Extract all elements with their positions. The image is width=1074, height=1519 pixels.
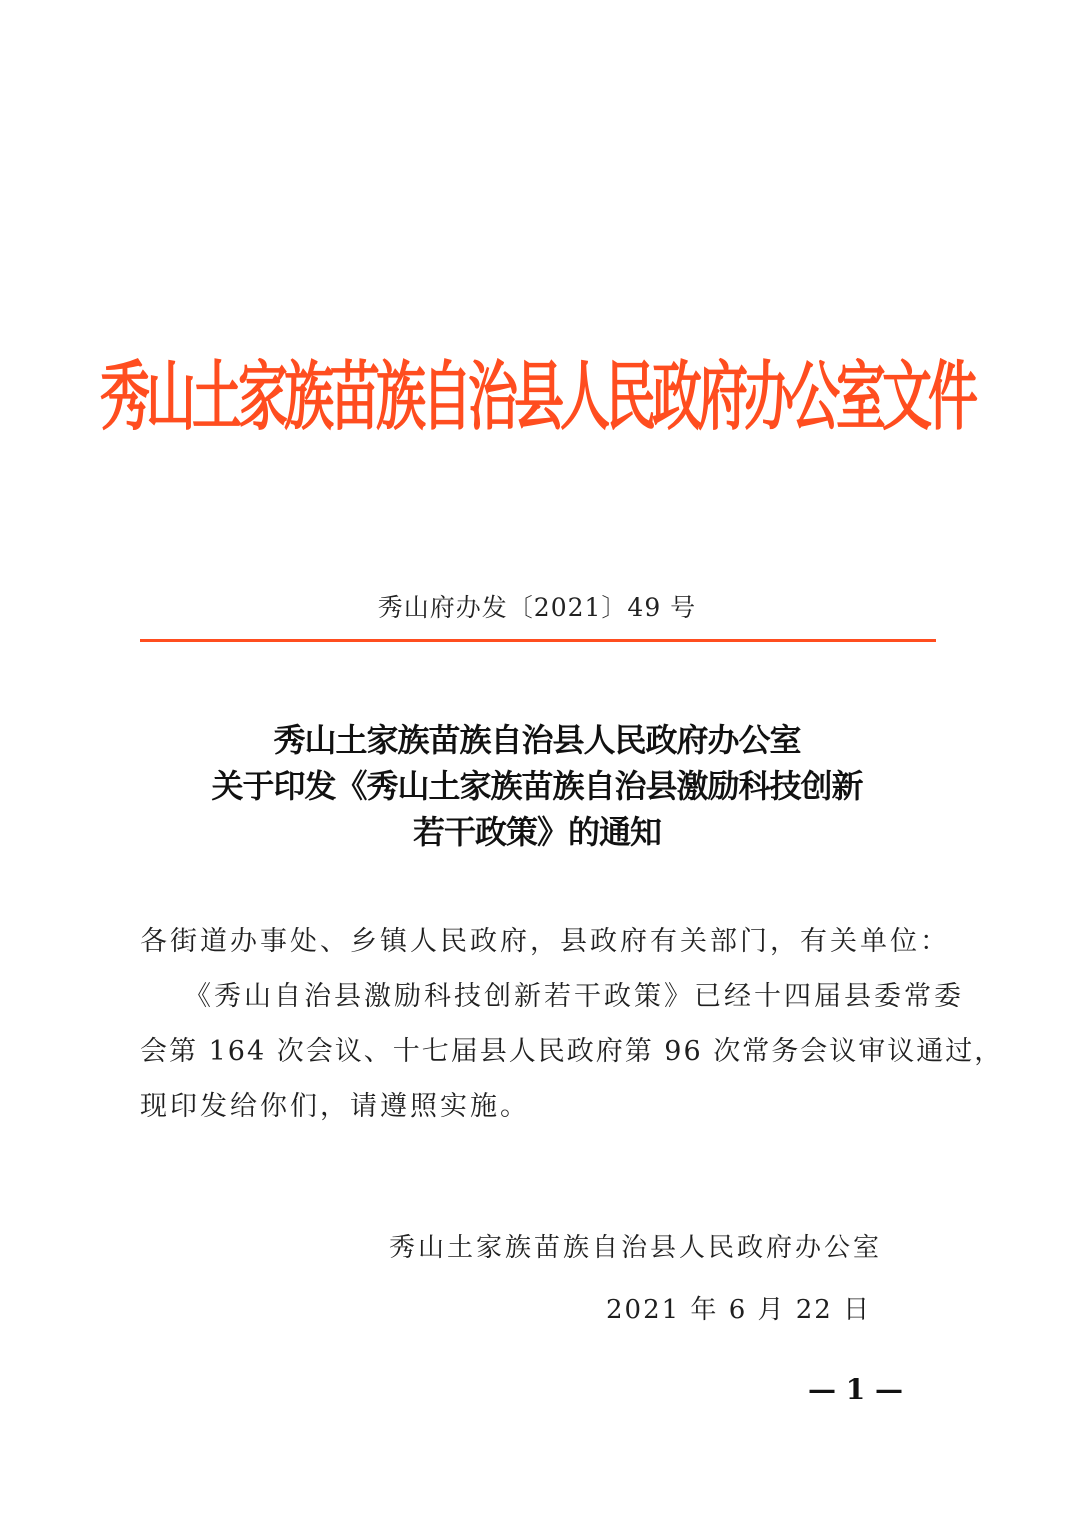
title-line-2: 关于印发《秀山土家族苗族自治县激励科技创新: [211, 767, 863, 805]
paragraph-line-2: 会第 164 次会议、十七届县人民政府第 96 次常务会议审议通过，: [140, 1036, 1004, 1067]
issuer-header: [0, 352, 1074, 442]
salutation: 各街道办事处、乡镇人民政府，县政府有关部门，有关单位：: [140, 926, 950, 957]
issuer-header-text: 秀山土家族苗族自治县人民政府办公室文件: [100, 353, 974, 441]
page-number: — 1 —: [808, 1373, 903, 1406]
document-number: 秀山府办发〔2021〕49 号: [377, 593, 697, 622]
document-title: [110, 717, 964, 855]
red-divider-line: [140, 639, 936, 642]
title-line-1: 秀山土家族苗族自治县人民政府办公室: [273, 721, 801, 759]
paragraph-line-1: 《秀山自治县激励科技创新若干政策》已经十四届县委常委: [184, 981, 964, 1012]
signature: 秀山土家族苗族自治县人民政府办公室: [389, 1233, 883, 1263]
title-line-3: 若干政策》的通知: [412, 813, 661, 851]
issue-date: 2021 年 6 月 22 日: [606, 1295, 872, 1325]
paragraph-line-3: 现印发给你们，请遵照实施。: [140, 1091, 530, 1122]
